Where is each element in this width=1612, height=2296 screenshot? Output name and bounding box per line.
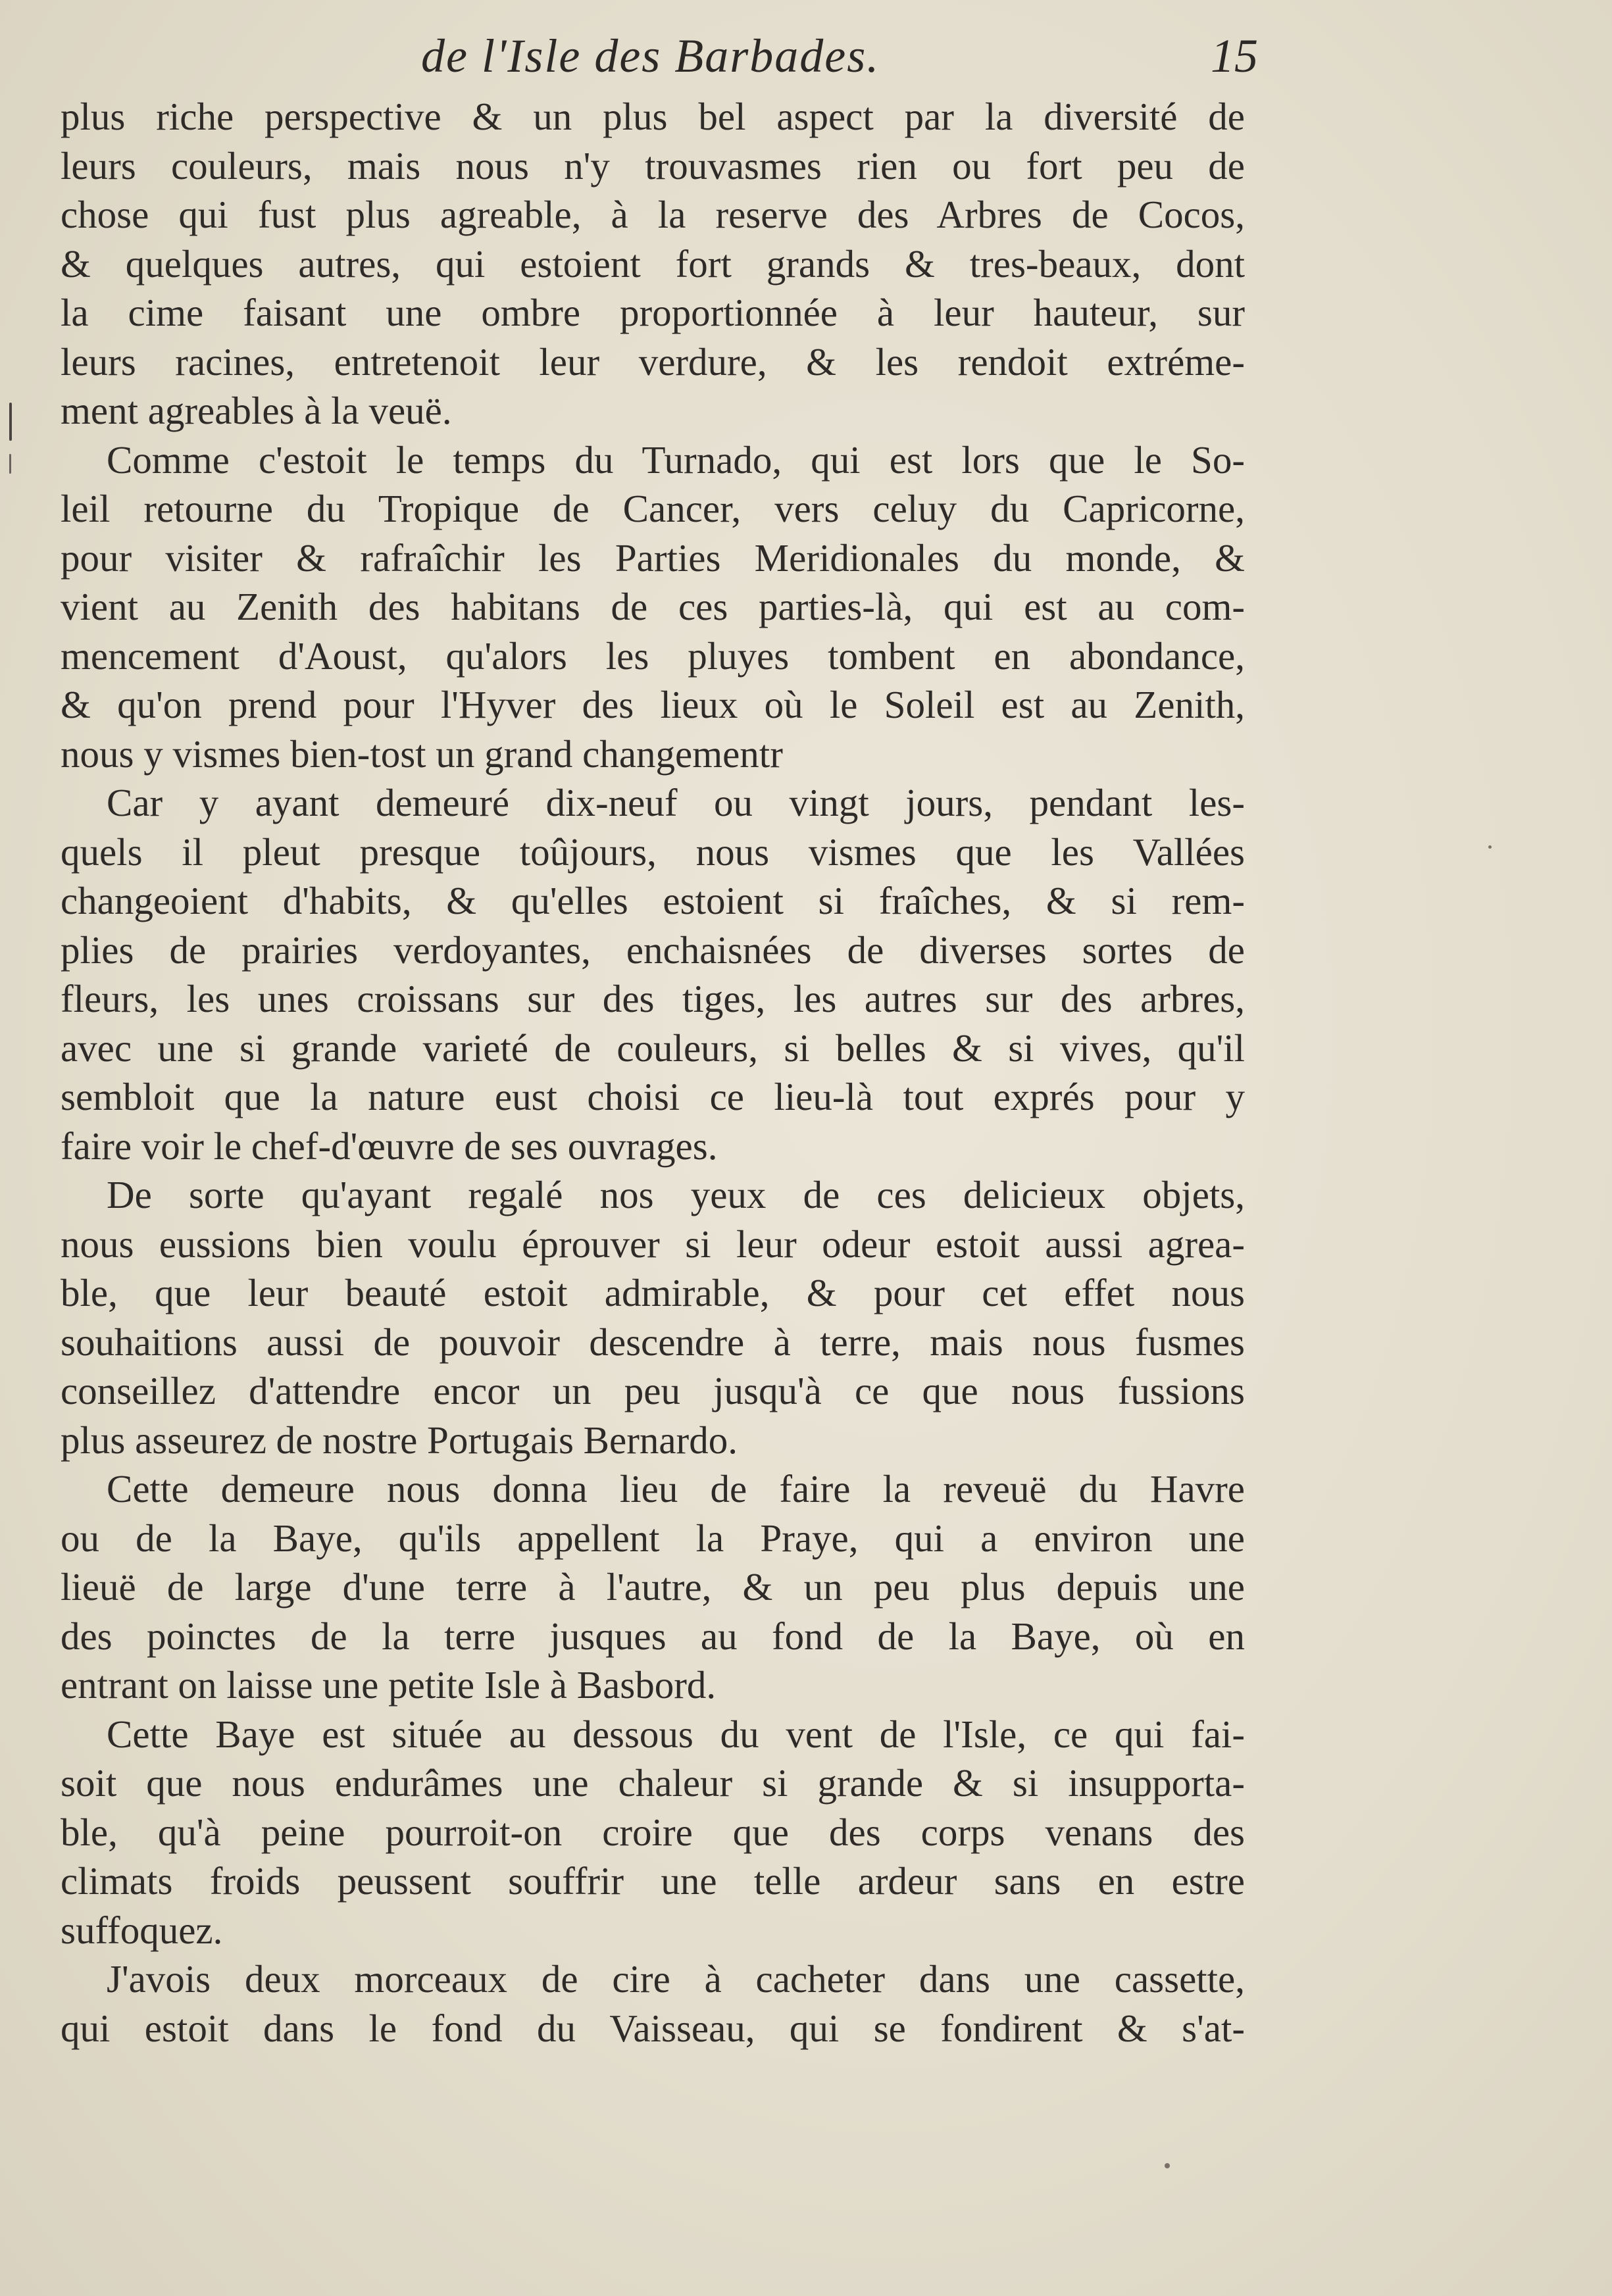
text-line: nous eussions bien voulu éprouver si leur odeur estoit aussi agrea- <box>61 1222 1245 1266</box>
text-line: pour visiter & rafraîchir les Parties Meridionales du monde, & <box>61 536 1245 580</box>
text-line: plies de prairies verdoyantes, enchaisnées de diverses sortes de <box>61 928 1245 972</box>
text-line: ble, qu'à peine pourroit-on croire que des corps venans des <box>61 1810 1245 1854</box>
body-text <box>61 92 1245 2053</box>
text-line: entrant on laisse une petite Isle à Basbord. <box>61 1663 717 1707</box>
text-line: leurs racines, entretenoit leur verdure, & les rendoit extréme- <box>61 339 1245 384</box>
text-line: ble, que leur beauté estoit admirable, & pour cet effet nous <box>61 1271 1245 1314</box>
text-line: souhaitions aussi de pouvoir descendre à terre, mais nous fusmes <box>61 1320 1245 1364</box>
text-line: Cette Baye est située au dessous du vent de l'Isle, ce qui fai- <box>107 1712 1245 1756</box>
paragraph-2 <box>61 436 1245 779</box>
text-line: plus riche perspective & un plus bel aspect par la diversité de <box>61 95 1245 138</box>
text-line: fleurs, les unes croissans sur des tiges, les autres sur des arbres, <box>61 977 1245 1020</box>
text-line: sembloit que la nature eust choisi ce lieu-là tout exprés pour y <box>61 1075 1245 1118</box>
text-line: Comme c'estoit le temps du Turnado, qui est lors que le So- <box>107 437 1245 482</box>
text-line: leil retourne du Tropique de Cancer, vers celuy du Capricorne, <box>61 487 1245 530</box>
text-line: climats froids peussent souffrir une telle ardeur sans en estre <box>61 1859 1245 1903</box>
text-line: soit que nous endurâmes une chaleur si grande & si insupporta- <box>61 1761 1245 1805</box>
paper-speck <box>1488 845 1492 849</box>
running-title: de l'Isle des Barbades. <box>421 30 880 82</box>
paragraph-1 <box>61 92 1245 436</box>
text-line: mencement d'Aoust, qu'alors les pluyes tombent en abondance, <box>61 634 1245 678</box>
text-line: ou de la Baye, qu'ils appellent la Praye, qui a environ une <box>61 1516 1245 1560</box>
text-line: & quelques autres, qui estoient fort grands & tres-beaux, dont <box>61 241 1245 286</box>
text-line: plus asseurez de nostre Portugais Bernardo. <box>61 1418 738 1462</box>
text-line: nous y vismes bien-tost un grand changementr <box>61 732 783 776</box>
text-line: & qu'on prend pour l'Hyver des lieux où le Soleil est au Zenith, <box>61 683 1245 726</box>
text-line: qui estoit dans le fond du Vaisseau, qui se fondirent & s'at- <box>61 2006 1245 2050</box>
text-line: Cette demeure nous donna lieu de faire la reveuë du Havre <box>107 1467 1245 1510</box>
text-line: J'avois deux morceaux de cire à cacheter dans une cassette, <box>107 1957 1245 2001</box>
text-line: De sorte qu'ayant regalé nos yeux de ces delicieux objets, <box>107 1173 1245 1216</box>
text-line: Car y ayant demeuré dix-neuf ou vingt jours, pendant les- <box>107 781 1245 824</box>
page-number: 15 <box>1211 30 1258 82</box>
text-line: avec une si grande varieté de couleurs, si belles & si vives, qu'il <box>61 1026 1245 1070</box>
text-line: ment agreables à la veuë. <box>61 389 452 432</box>
text-line: des poinctes de la terre jusques au fond de la Baye, où en <box>61 1614 1245 1658</box>
paragraph-6 <box>61 1710 1245 1955</box>
text-line: la cime faisant une ombre proportionnée à leur hauteur, sur <box>61 291 1245 334</box>
text-line: faire voir le chef-d'œuvre de ses ouvrages. <box>61 1124 718 1168</box>
text-line: conseillez d'attendre encor un peu jusqu'à ce que nous fussions <box>61 1369 1245 1412</box>
paragraph-3 <box>61 778 1245 1170</box>
margin-ink-mark <box>9 403 12 441</box>
paper-speck <box>1165 2163 1170 2168</box>
paragraph-4 <box>61 1170 1245 1464</box>
text-line: changeoient d'habits, & qu'elles estoient si fraîches, & si rem- <box>61 879 1245 922</box>
text-line: lieuë de large d'une terre à l'autre, & un peu plus depuis une <box>61 1565 1245 1609</box>
running-head <box>0 26 1612 86</box>
text-line: quels il pleut presque toûjours, nous vismes que les Vallées <box>61 830 1245 874</box>
paragraph-7 <box>61 1955 1245 2053</box>
margin-ink-mark <box>9 454 11 474</box>
text-line: vient au Zenith des habitans de ces parties-là, qui est au com- <box>61 585 1245 628</box>
text-line: chose qui fust plus agreable, à la reserve des Arbres de Cocos, <box>61 193 1245 236</box>
text-line: leurs couleurs, mais nous n'y trouvasmes rien ou fort peu de <box>61 143 1245 187</box>
text-line: suffoquez. <box>61 1908 223 1952</box>
paragraph-5 <box>61 1464 1245 1710</box>
